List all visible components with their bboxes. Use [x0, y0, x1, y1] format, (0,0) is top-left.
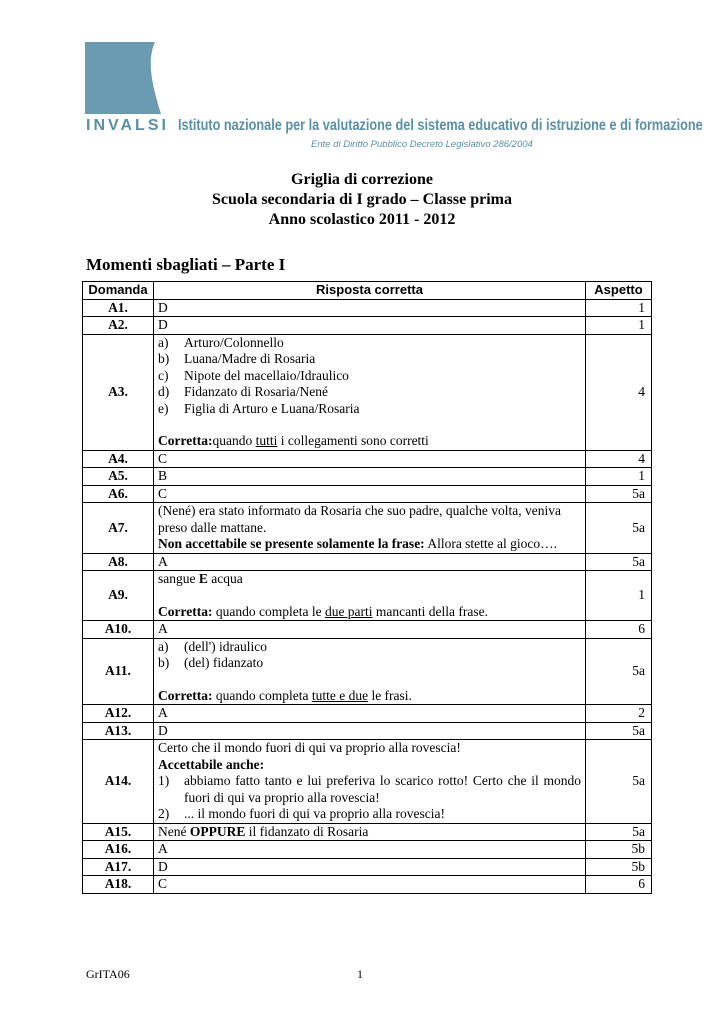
table-row [83, 740, 652, 824]
answer-cell [154, 468, 586, 486]
item-marker: b) [158, 351, 170, 366]
answer-cell [154, 841, 586, 859]
answer-line [158, 571, 581, 588]
aspect-value: 6 [586, 876, 652, 894]
table-row [83, 638, 652, 705]
note-post: le frasi. [368, 687, 412, 703]
item-text: Nipote del macellaio/Idraulico [184, 367, 349, 383]
table-row [83, 876, 652, 894]
page-number: 1 [357, 967, 363, 981]
aspect-value: 4 [586, 450, 652, 468]
list-item [158, 401, 581, 418]
note-underlined: tutti [255, 433, 278, 448]
question-id: A2. [83, 317, 154, 335]
institute-brand [86, 117, 724, 135]
aspect-value: 5a [586, 485, 652, 503]
item-marker: e) [158, 400, 169, 416]
question-id: A8. [83, 553, 154, 571]
answer-post: il fidanzato di Rosaria [245, 823, 369, 839]
table-row [83, 841, 652, 859]
note-pre: quando completa le [212, 603, 325, 619]
question-id: A14. [83, 740, 154, 824]
answer-cell [154, 740, 586, 824]
list-item [158, 368, 581, 385]
document-titles [0, 170, 724, 230]
table-row [83, 468, 652, 486]
item-text: abbiamo fatto tanto e lui preferiva lo scarico rotto! Certo che il mondo fuori di qui va proprio alla rovescia! [184, 773, 581, 805]
institute-name: Istituto nazionale per la valutazione del sistema educativo di istruzione e di formazione [177, 117, 703, 134]
list-item [158, 773, 581, 806]
table-row [83, 571, 652, 621]
note-bold: Non accettabile se presente solamente la frase: [158, 536, 425, 551]
item-marker: a) [158, 334, 169, 350]
answer-cell [154, 876, 586, 894]
table-row [83, 722, 652, 740]
item-text: Luana/Madre di Rosaria [184, 351, 316, 366]
item-text: ... il mondo fuori di qui va proprio alla rovescia! [184, 806, 445, 821]
table-row [83, 503, 652, 554]
table-row [83, 705, 652, 723]
item-marker: b) [158, 655, 170, 670]
title-line-3: Anno scolastico 2011 - 2012 [268, 211, 456, 228]
aspect-value: 1 [586, 317, 652, 335]
table-row [83, 553, 652, 571]
answer-text: A [158, 705, 168, 720]
correct-note [158, 688, 581, 705]
table-row [83, 334, 652, 450]
question-id: A5. [83, 468, 154, 486]
answer-text: D [158, 722, 168, 738]
note-post: i collegamenti sono corretti [277, 433, 429, 448]
table-header-row [83, 282, 652, 300]
answer-cell [154, 503, 586, 554]
item-text: (dell') idraulico [184, 638, 268, 654]
note-post: mancanti della frase. [372, 603, 488, 619]
note-label: Corretta: [158, 687, 213, 703]
aspect-value: 6 [586, 621, 652, 639]
aspect-value: 1 [586, 468, 652, 486]
answer-text: A [158, 621, 168, 636]
answer-cell [154, 299, 586, 317]
spacer [158, 588, 581, 604]
note-pre: quando [212, 433, 256, 448]
aspect-value: 5a [586, 823, 652, 841]
answer-pre: sangue [158, 571, 199, 586]
question-id: A3. [83, 334, 154, 450]
question-id: A11. [83, 638, 154, 705]
item-text: Figlia di Arturo e Luana/Rosaria [184, 400, 360, 416]
answer-cell [154, 571, 586, 621]
answer-text: D [158, 317, 168, 332]
item-text: Fidanzato di Rosaria/Nené [184, 384, 328, 399]
item-marker: 2) [158, 806, 170, 821]
question-id: A7. [83, 503, 154, 554]
list-item [158, 639, 581, 656]
note-pre: quando completa [212, 687, 312, 703]
question-id: A6. [83, 485, 154, 503]
note-rest: Allora stette al gioco…. [424, 536, 558, 551]
question-id: A16. [83, 841, 154, 859]
correction-table [82, 281, 652, 894]
section-title: Momenti sbagliati – Parte I [86, 255, 286, 274]
list-item [158, 806, 581, 823]
answer-text: A [158, 841, 168, 856]
table-row [83, 858, 652, 876]
note-underlined: due parti [324, 603, 373, 619]
answer-text: C [158, 485, 168, 501]
answer-cell [154, 317, 586, 335]
item-text: Arturo/Colonnello [184, 334, 284, 350]
answer-cell [154, 450, 586, 468]
answer-text: C [158, 450, 168, 466]
question-id: A4. [83, 450, 154, 468]
answer-cell [154, 334, 586, 450]
question-id: A15. [83, 823, 154, 841]
note-label: Corretta: [158, 603, 213, 619]
answer-cell [154, 638, 586, 705]
aspect-value: 5b [586, 841, 652, 859]
list-item [158, 335, 581, 352]
question-id: A17. [83, 858, 154, 876]
table-row [83, 317, 652, 335]
answer-text: D [158, 858, 168, 874]
table-row [83, 823, 652, 841]
answer-bold: E [198, 571, 208, 586]
table-row [83, 299, 652, 317]
ente-subtitle: Ente di Diritto Pubblico Decreto Legislativo 286/2004 [311, 139, 533, 150]
answer-text: A [158, 553, 168, 569]
footer-code: GrITA06 [86, 967, 130, 981]
list-item [158, 655, 581, 672]
aspect-value: 5a [586, 740, 652, 824]
answer-post: acqua [207, 571, 243, 586]
aspect-value: 5a [586, 553, 652, 571]
item-marker: a) [158, 638, 169, 654]
spacer [158, 417, 581, 433]
answer-line: Certo che il mondo fuori di qui va proprio alla rovescia! [158, 740, 461, 755]
aspect-value: 5a [586, 722, 652, 740]
note-label: Corretta: [158, 433, 213, 448]
question-id: A9. [83, 571, 154, 621]
aspect-value: 2 [586, 705, 652, 723]
correct-note [158, 433, 581, 450]
item-marker: 1) [158, 773, 170, 788]
header-risposta: Risposta corretta [154, 282, 586, 300]
logo-text: INVALSI [86, 117, 169, 134]
answer-pre: Nené [158, 823, 190, 839]
answer-text: C [158, 876, 168, 891]
note-underlined: tutte e due [311, 687, 369, 703]
item-marker: d) [158, 384, 170, 399]
question-id: A10. [83, 621, 154, 639]
aspect-value: 5a [586, 503, 652, 554]
item-text: (del) fidanzato [184, 655, 264, 670]
answer-line [158, 824, 581, 841]
spacer [158, 672, 581, 688]
answer-note [158, 536, 581, 553]
answer-bold: OPPURE [189, 823, 246, 839]
answer-paragraph: (Nené) era stato informato da Rosaria che suo padre, qualche volta, veniva preso dalle mattane. [158, 503, 561, 535]
correct-note [158, 604, 581, 621]
header-domanda: Domanda [83, 282, 154, 300]
aspect-value: 1 [586, 571, 652, 621]
answer-cell [154, 621, 586, 639]
answer-text: D [158, 299, 168, 315]
aspect-value: 5a [586, 638, 652, 705]
item-marker: c) [158, 367, 169, 383]
header-aspetto: Aspetto [586, 282, 652, 300]
accepted-label: Accettabile anche: [158, 756, 265, 772]
question-id: A13. [83, 722, 154, 740]
question-id: A18. [83, 876, 154, 894]
answer-text: B [158, 468, 168, 483]
answer-cell [154, 485, 586, 503]
question-id: A1. [83, 299, 154, 317]
answer-cell [154, 722, 586, 740]
table-row [83, 450, 652, 468]
aspect-value: 1 [586, 299, 652, 317]
aspect-value: 4 [586, 334, 652, 450]
title-line-1: Griglia di correzione [291, 171, 433, 188]
title-line-2: Scuola secondaria di I grado – Classe prima [211, 191, 512, 208]
table-row [83, 485, 652, 503]
question-id: A12. [83, 705, 154, 723]
aspect-value: 5b [586, 858, 652, 876]
invalsi-logo-icon [85, 42, 161, 114]
list-item [158, 351, 581, 368]
answer-cell [154, 553, 586, 571]
table-row [83, 621, 652, 639]
answer-cell [154, 705, 586, 723]
answer-cell [154, 858, 586, 876]
list-item [158, 384, 581, 401]
answer-cell [154, 823, 586, 841]
